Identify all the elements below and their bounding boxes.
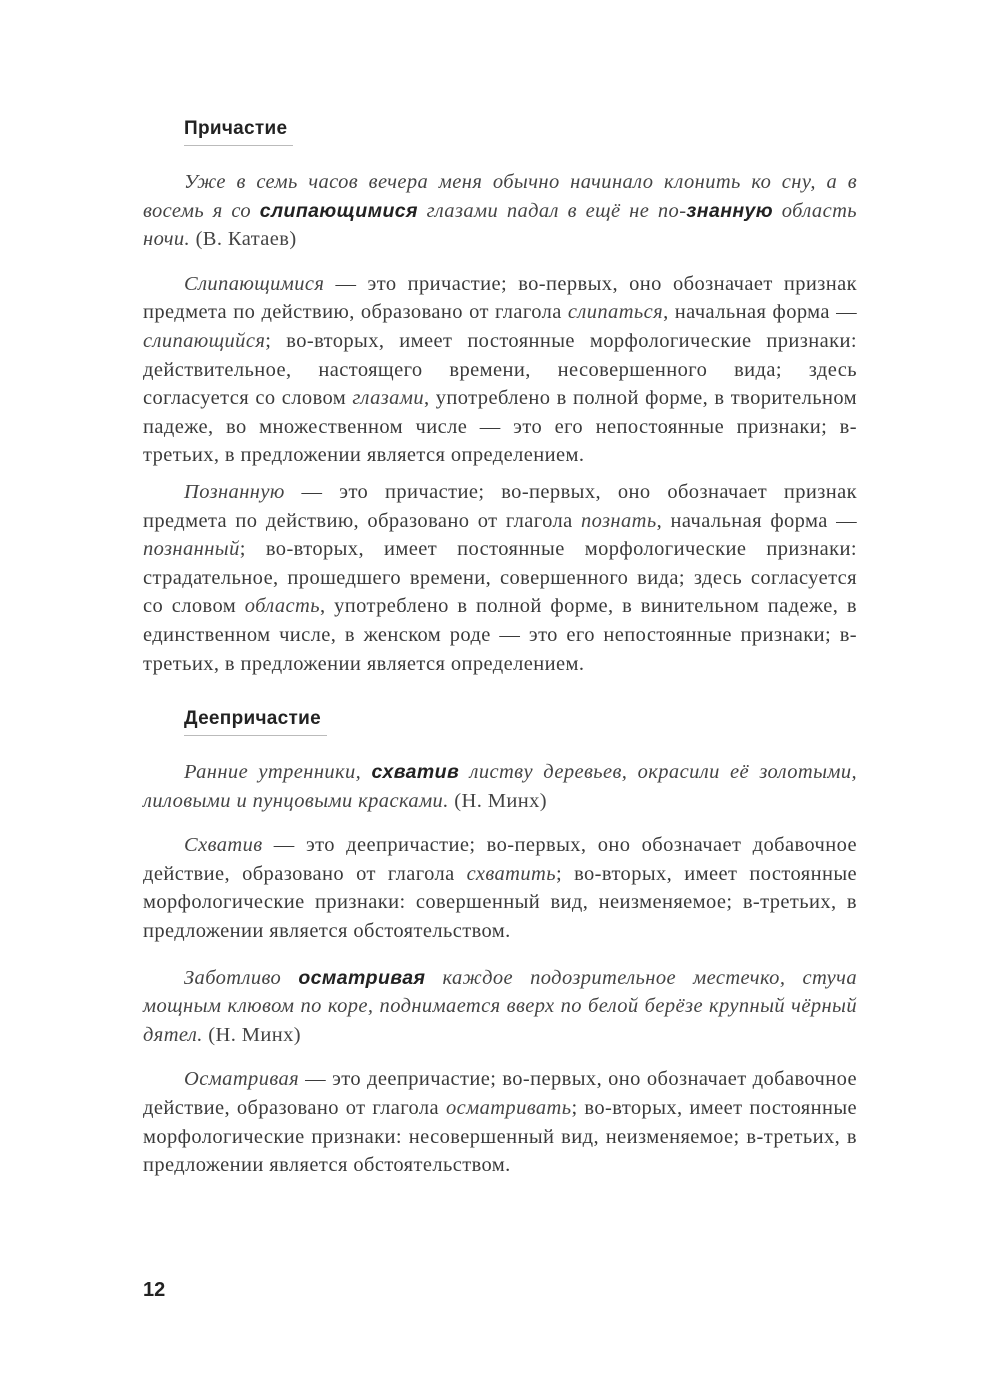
section-heading-gerund: Деепричастие: [184, 708, 327, 736]
example-participle: Уже в семь часов вечера меня обычно начинало клонить ко сну, а в восемь я со слипающимися глазами падал в ещё не по-знанную область ночи. (В. Катаев): [143, 171, 858, 251]
section-heading-participle: Причастие: [184, 118, 293, 146]
analysis-slipayushchimisya: Слипающимися — это причастие; во-первых, оно обозначает признак предмета по действию, образовано от глагола слипаться, начальная форма — слипающийся; во-вторых, имеет постоянные морфологические признаки: действительное, настоящего времени, несовершенного вида; здесь согласуется со словом глазами, употреблено в полной форме, в творительном падеже, во множественном числе — это его непостоянные признаки; в-третьих, в предложении является определением.: [143, 272, 858, 467]
example-gerund-1: Ранние утренники, схватив листву деревьев, окрасили её золотыми, лиловыми и пунцовыми красками. (Н. Минх): [143, 761, 858, 812]
analysis-skhvativ: Схватив — это деепричастие; во-первых, оно обозначает добавочное действие, образовано от глагола схватить; во-вторых, имеет постоянные морфологические признаки: совершенный вид, неизменяемое; в-третьих, в предложении является обстоятельством.: [143, 834, 858, 943]
analysis-osmatrivaya: Осматривая — это деепричастие; во-первых, оно обозначает добавочное действие, образовано от глагола осматривать; во-вторых, имеет постоянные морфологические признаки: несовершенный вид, неизменяемое; в-третьих, в предложении является обстоятельством.: [143, 1068, 858, 1177]
page-number: 12: [143, 1279, 166, 1301]
page-content: [143, 118, 857, 1180]
analysis-poznannuyu: Познанную — это причастие; во-первых, оно обозначает признак предмета по действию, образовано от глагола познать, начальная форма — познанный; во-вторых, имеет постоянные морфологические признаки: страдательное, прошедшего времени, совершенного вида; здесь согласуется со словом область, употреблено в полной форме, в винительном падеже, в единственном числе, в женском роде — это его непостоянные признаки; в-третьих, в предложении является определением.: [143, 480, 858, 675]
example-gerund-2: Заботливо осматривая каждое подозрительное местечко, стуча мощным клювом по коре, поднимается вверх по белой берёзе крупный чёрный дятел. (Н. Минх): [143, 966, 858, 1046]
